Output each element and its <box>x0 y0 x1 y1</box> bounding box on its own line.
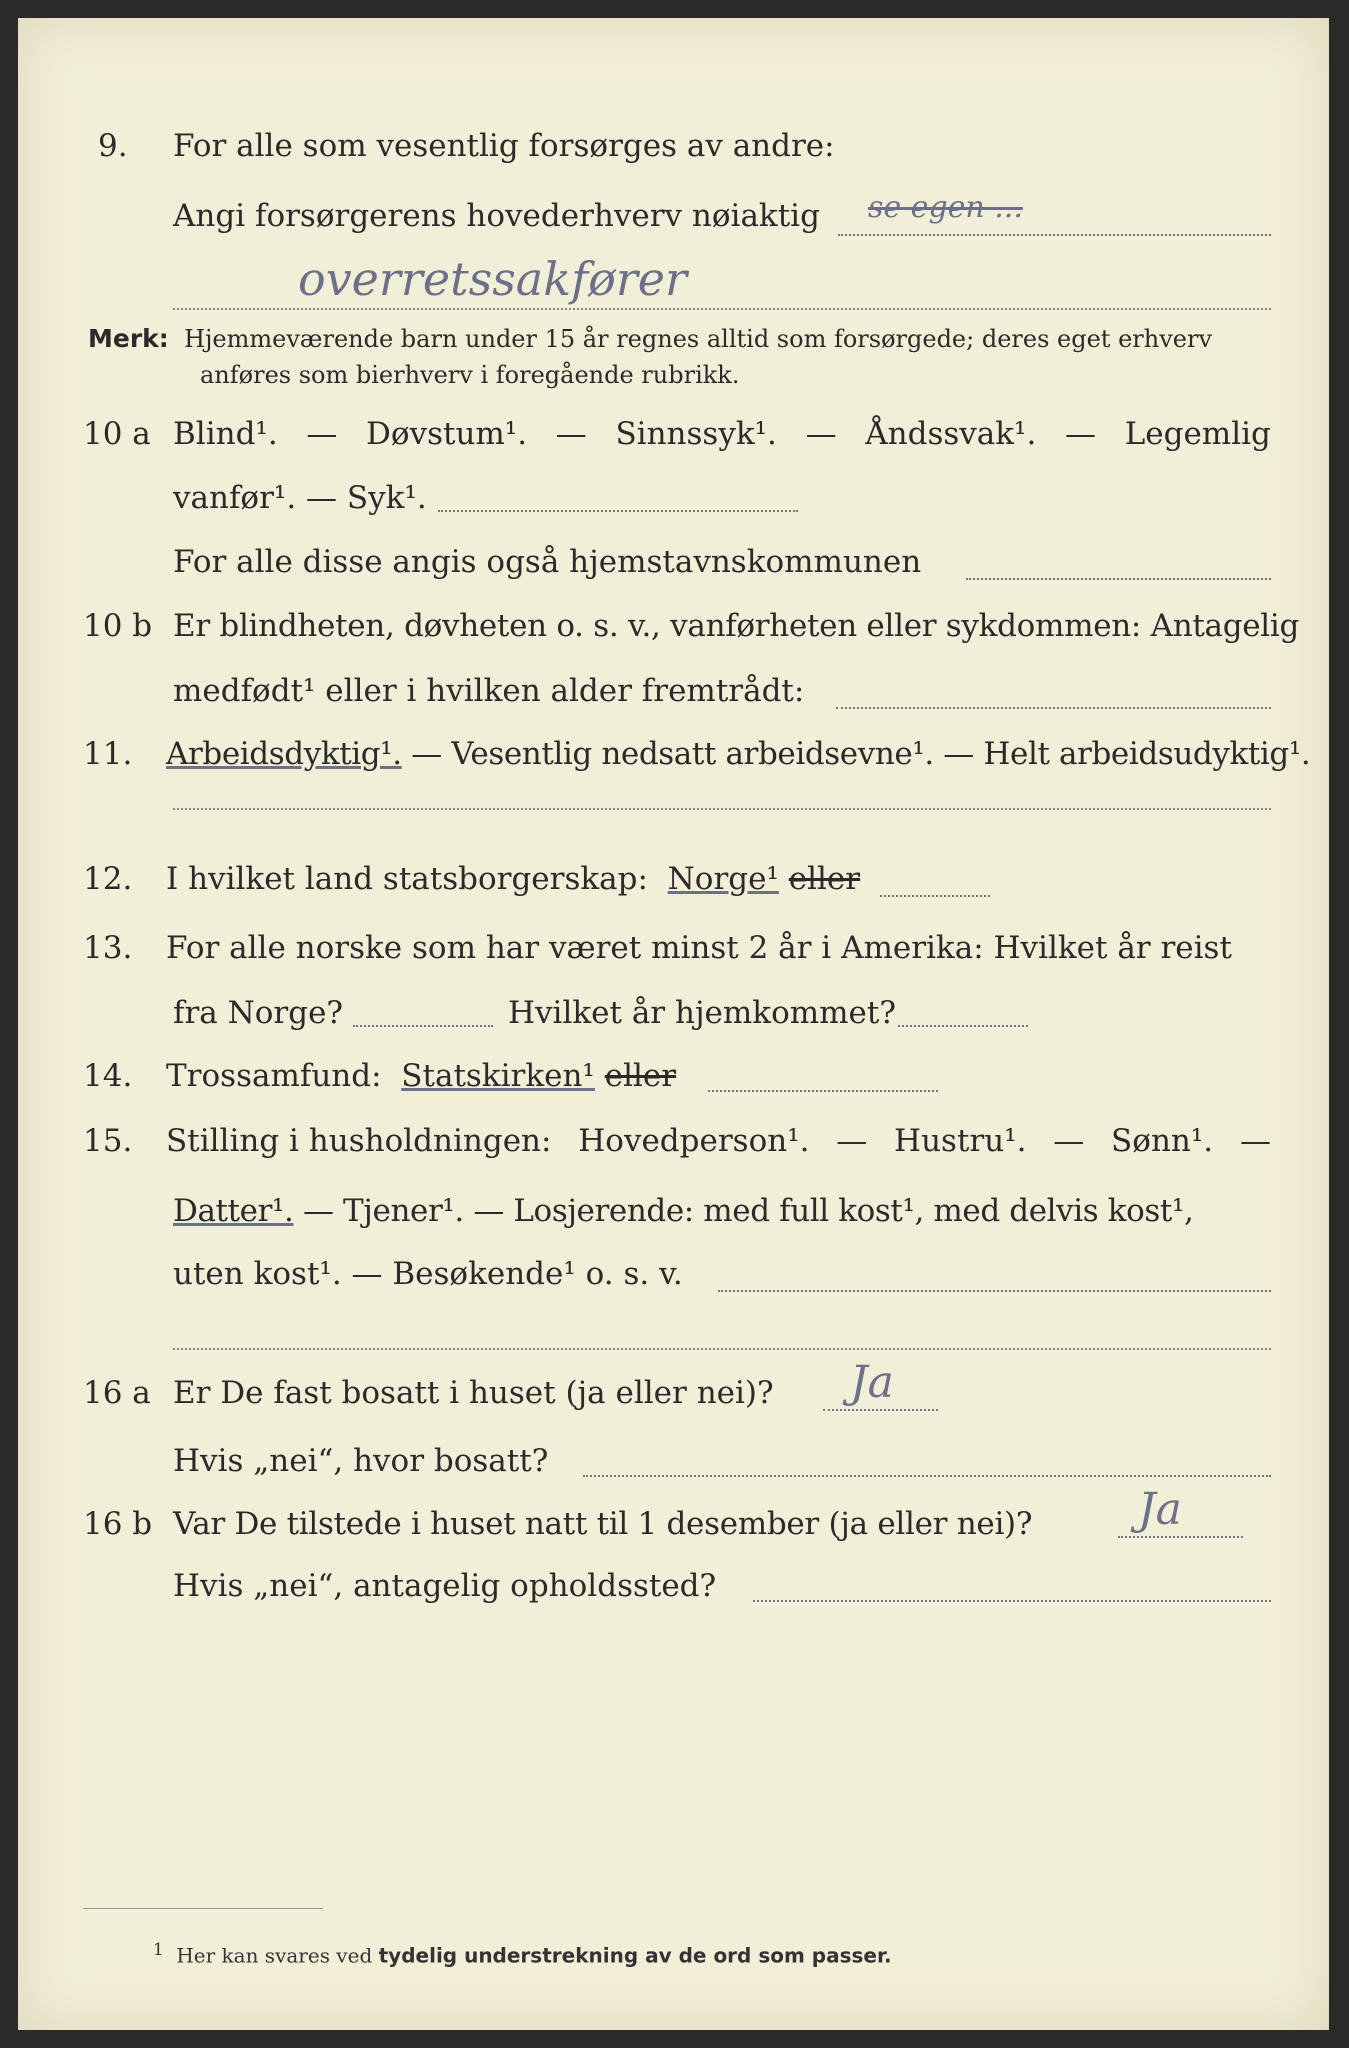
q16b-line1 <box>18 1484 1329 1566</box>
footnote-divider <box>83 1908 323 1909</box>
q16a-answer-line <box>823 1409 938 1411</box>
q9-text1: For alle som vesentlig forsørges av andre: <box>173 128 835 164</box>
q15-text2 <box>173 1193 1193 1229</box>
q13-reist-line <box>353 1025 493 1027</box>
q9-answer-line <box>838 234 1271 236</box>
q15-opt-3: — <box>836 1123 868 1159</box>
q12-answer-line <box>880 895 990 897</box>
q10b-line2 <box>18 673 1329 733</box>
q16a-number: 16 a <box>83 1375 151 1411</box>
q16a-bosatt-line <box>583 1475 1271 1477</box>
q10a-opt-4: — <box>555 416 587 452</box>
q16a-line2 <box>18 1443 1329 1503</box>
q12-norge: Norge¹ <box>667 861 779 897</box>
q9-number: 9. <box>98 128 128 164</box>
q10a-opt-8: — <box>1065 416 1097 452</box>
q10b-text1: Er blindheten, døvheten o. s. v., vanførheten eller sykdommen: Antagelig <box>173 608 1300 644</box>
q10b-line1 <box>18 608 1329 668</box>
q10a-text2: vanfør¹. — Syk¹. <box>173 480 427 516</box>
q10a-opt-5: Sinnssyk¹. <box>615 416 777 452</box>
q12-number: 12. <box>83 861 133 897</box>
q10a-line3 <box>18 544 1329 604</box>
q9-line2 <box>18 190 1329 258</box>
footnote-text-a: Her kan svares ved <box>176 1943 373 1968</box>
q16a-text2: Hvis „nei“, hvor bosatt? <box>173 1443 549 1479</box>
q16b-line2 <box>18 1568 1329 1628</box>
q10a-opt-3: Døvstum¹. <box>366 416 528 452</box>
q15-opt-7: — <box>1239 1123 1271 1159</box>
q11-arbeidsdyktig: Arbeidsdyktig¹. <box>166 736 402 772</box>
q13-hjemkommet-line <box>898 1025 1028 1027</box>
q10a-line1 <box>18 416 1329 476</box>
q16b-text1: Var De tilstede i huset natt til 1 desember (ja eller nei)? <box>173 1506 1033 1542</box>
q12-eller: eller <box>788 861 861 897</box>
q10a-opt-1: Blind¹. <box>173 416 278 452</box>
q16a-text1: Er De fast bosatt i huset (ja eller nei)? <box>173 1375 774 1411</box>
footnote <box>153 1940 892 1968</box>
q15-opt-6: Sønn¹. <box>1111 1123 1214 1159</box>
q16a-answer: Ja <box>850 1357 894 1408</box>
q13-text2a: fra Norge? <box>173 995 344 1031</box>
q15-opt-4: Hustru¹. <box>894 1123 1027 1159</box>
q13-line1 <box>18 930 1329 990</box>
q9-continuation-line <box>173 308 1271 310</box>
q16b-number: 16 b <box>83 1506 153 1542</box>
q13-text1: For alle norske som har været minst 2 år i Amerika: Hvilket år reist <box>166 930 1232 966</box>
q16b-opholdssted-line <box>753 1600 1271 1602</box>
q12-label: I hvilket land statsborgerskap: <box>166 861 648 897</box>
q15-answer-line <box>718 1290 1271 1292</box>
q15-datter: Datter¹. <box>173 1193 294 1229</box>
q10a-opt-9: Legemlig <box>1124 416 1271 452</box>
q9-struck-answer: se egen ... <box>868 190 1023 225</box>
merk-line1: Hjemmeværende barn under 15 år regnes alltid som forsørgede; deres eget erhverv <box>184 325 1213 353</box>
q13-line2 <box>18 995 1329 1055</box>
q12-line <box>18 861 1329 921</box>
q14-number: 14. <box>83 1058 133 1094</box>
q15-opt-5: — <box>1053 1123 1085 1159</box>
q13-number: 13. <box>83 930 133 966</box>
q11-rest: — Vesentlig nedsatt arbeidsevne¹. — Helt arbeidsudyktig¹. <box>411 736 1311 772</box>
footnote-text-b: tydelig understrekning av de ord som passer. <box>378 1943 892 1968</box>
q16b-text2: Hvis „nei“, antagelig opholdssted? <box>173 1568 717 1604</box>
census-form-page <box>18 18 1329 2030</box>
q10a-hjemstavn-line <box>966 578 1271 580</box>
q11-line <box>18 736 1329 796</box>
q10a-number: 10 a <box>83 416 151 452</box>
q10a-opt-6: — <box>805 416 837 452</box>
q15-options <box>166 1123 1271 1159</box>
q14-text <box>166 1058 676 1094</box>
q10b-number: 10 b <box>83 608 153 644</box>
q11-text <box>166 736 1310 772</box>
q10a-opt-7: Åndssvak¹. <box>865 416 1037 452</box>
q15-opt-2: Hovedperson¹. <box>578 1123 810 1159</box>
q16a-line1 <box>18 1357 1329 1435</box>
q9-text2: Angi forsørgerens hovederhverv nøiaktig <box>173 198 820 234</box>
q15-continuation-line <box>173 1348 1271 1350</box>
q15-number: 15. <box>83 1123 133 1159</box>
q10a-line2 <box>18 480 1329 540</box>
footnote-mark: 1 <box>153 1940 164 1959</box>
merk-note <box>88 321 1288 393</box>
q12-text <box>166 861 860 897</box>
q15-line3 <box>18 1256 1329 1316</box>
q15-rest: — Tjener¹. — Losjerende: med full kost¹, med delvis kost¹, <box>302 1193 1194 1229</box>
q11-answer-line <box>173 808 1271 810</box>
q15-text3: uten kost¹. — Besøkende¹ o. s. v. <box>173 1256 683 1292</box>
q14-statskirken: Statskirken¹ <box>401 1058 595 1094</box>
q10a-text3: For alle disse angis også hjemstavnskommunen <box>173 544 922 580</box>
q14-label: Trossamfund: <box>166 1058 382 1094</box>
q15-line2 <box>18 1193 1329 1253</box>
q10b-answer-line <box>836 707 1271 709</box>
q14-line <box>18 1058 1329 1118</box>
q13-text2b: Hvilket år hjemkommet? <box>508 995 896 1031</box>
merk-line2: anføres som bierhverv i foregående rubrikk. <box>200 361 740 389</box>
q11-number: 11. <box>83 736 133 772</box>
q14-answer-line <box>708 1090 938 1092</box>
q10b-text2: medfødt¹ eller i hvilken alder fremtrådt: <box>173 673 805 709</box>
merk-label: Merk: <box>88 324 169 353</box>
q15-line1 <box>18 1123 1329 1183</box>
q10a-syk-line <box>438 510 798 512</box>
q15-opt-1: Stilling i husholdningen: <box>166 1123 552 1159</box>
q9-handwritten-answer: overretssakfører <box>298 252 688 306</box>
q9-line1 <box>18 128 1329 188</box>
q10a-options <box>173 416 1271 452</box>
q16b-answer: Ja <box>1138 1484 1182 1535</box>
q16b-answer-line <box>1118 1536 1243 1538</box>
q14-eller: eller <box>604 1058 677 1094</box>
q10a-opt-2: — <box>306 416 338 452</box>
q9-line3 <box>18 252 1329 316</box>
